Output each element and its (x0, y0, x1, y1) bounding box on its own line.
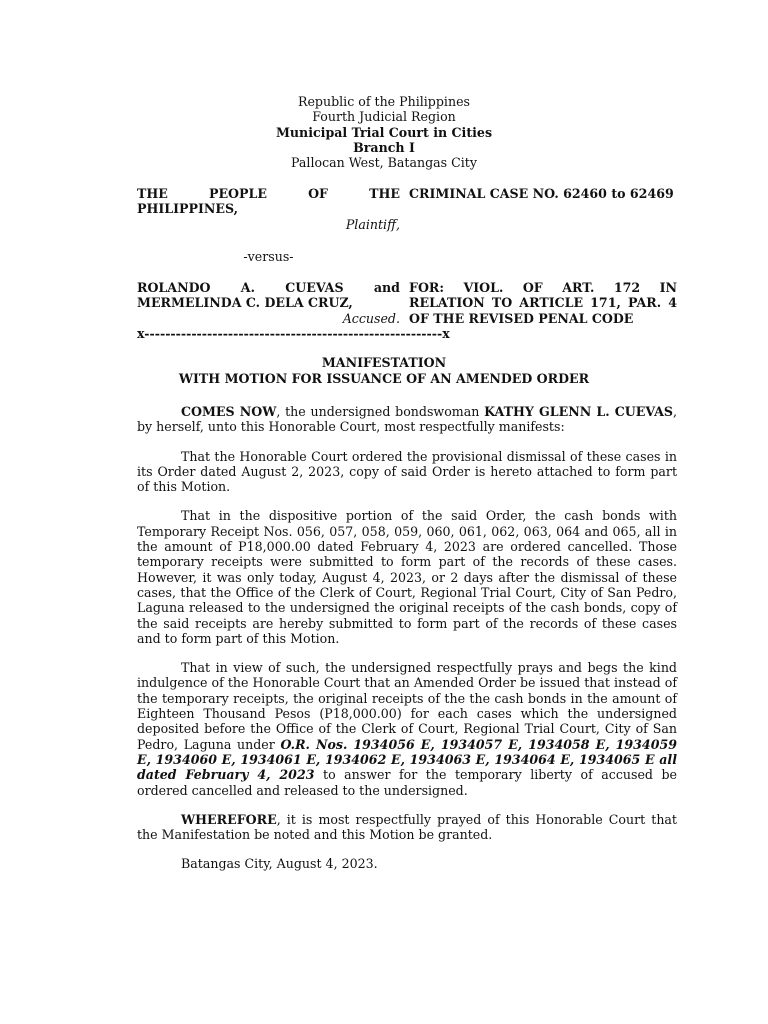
case-number: CRIMINAL CASE NO. 62460 to 62469 (409, 186, 674, 201)
versus-spacer (409, 249, 677, 264)
charge-block (409, 280, 677, 341)
plaintiff-role: Plaintiff, (345, 216, 400, 232)
accused-line1: ROLANDO A. CUEVAS and (137, 280, 400, 296)
place-and-date: Batangas City, August 4, 2023. (181, 856, 378, 872)
versus-block (137, 249, 400, 264)
paragraph-dispositive: That in the dispositive portion of the said Order, the cash bonds with Temporary Receipt Nos. 056, 057, 058, 059, 060, 061, 062, 063, 064 and 065, all in the amount of P18,000.00 dated February 4, 2023 are ordered cancelled. Those temporary receipts were submitted to form part of the records of these cases. However, it was only today, August 4, 2023, or 2 days after the dismissal of these cases, that the Office of the Clerk of Court, Regional Trial Court, City of San Pedro, Laguna released to the undersigned the original receipts of the cash bonds, copy of the said receipts are hereby submitted to form part of the records of these cases and to form part of this Motion. (137, 508, 677, 646)
title-line1: MANIFESTATION (321, 355, 447, 370)
accused-line2: MERMELINDA C. DELA CRUZ, (137, 295, 353, 311)
case-caption (137, 186, 677, 341)
bondswoman-name: KATHY GLENN L. CUEVAS (484, 404, 673, 419)
header-republic: Republic of the Philippines (297, 94, 470, 109)
caption-row-versus (137, 249, 677, 264)
header-location: Pallocan West, Batangas City (291, 155, 477, 171)
prayer-text1: That in view of such, the undersigned respectfully prays and begs the kind indulgence of the Honorable Court that an Amended Order be issued that instead of the temporary receipts, the original receipts of the the cash bonds in the amount of Eighteen Thousand Pesos (P18,000.00) for each cases which the undersigned deposited before the Office of the Clerk of Court, Regional Trial Court, City of San Pedro, Laguna under (137, 660, 677, 752)
comes-now-lead: COMES NOW (181, 404, 277, 419)
accused-role: Accused. (342, 310, 400, 326)
wherefore-lead: WHEREFORE (181, 811, 277, 827)
court-header (0, 94, 768, 170)
case-number-block (409, 186, 677, 232)
comes-now-text2: , by herself, unto this Honorable Court, most respectfully manifests: (137, 404, 678, 435)
header-branch: Branch I (353, 139, 415, 155)
caption-row-plaintiff (137, 186, 677, 232)
caption-divider: x---------------------------------------------------------x (137, 326, 450, 342)
paragraph-prayer-details (137, 660, 677, 798)
plaintiff-line2: PHILIPPINES, (137, 201, 238, 217)
document-title (0, 355, 768, 387)
header-region: Fourth Judicial Region (312, 109, 456, 125)
wherefore-text: , it is most respectfully prayed of this Honorable Court that the Manifestation be noted and this Motion be granted. (137, 811, 677, 843)
paragraph-comes-now (137, 404, 677, 435)
plaintiff-block (137, 186, 400, 232)
paragraph-dismissal: That the Honorable Court ordered the provisional dismissal of these cases in its Order dated August 2, 2023, copy of said Order is hereto attached to form part of this Motion. (137, 448, 677, 495)
header-court: Municipal Trial Court in Cities (275, 124, 493, 140)
comes-now-text1: , the undersigned bondswoman (276, 404, 485, 419)
document-body (137, 404, 677, 886)
accused-block (137, 280, 450, 342)
paragraph-wherefore (137, 812, 677, 843)
caption-row-accused (137, 280, 677, 341)
plaintiff-line1: THE PEOPLE OF THE (137, 186, 400, 201)
versus-label: -versus- (243, 248, 294, 264)
receipt-numbers: O.R. Nos. 1934056 E, 1934057 E, 1934058 E, 1934059 E, 1934060 E, 1934061 E, 1934062 E, 1934063 E, 1934064 E, 1934065 E all dated February 4, 2023 (137, 736, 677, 783)
title-line2: WITH MOTION FOR ISSUANCE OF AN AMENDED ORDER (178, 371, 590, 386)
charge-text: FOR: VIOL. OF ART. 172 IN RELATION TO ARTICLE 171, PAR. 4 OF THE REVISED PENAL CODE (409, 280, 677, 326)
prayer-text2: to answer for the temporary liberty of accused be ordered cancelled and released to the undersigned. (137, 767, 677, 798)
